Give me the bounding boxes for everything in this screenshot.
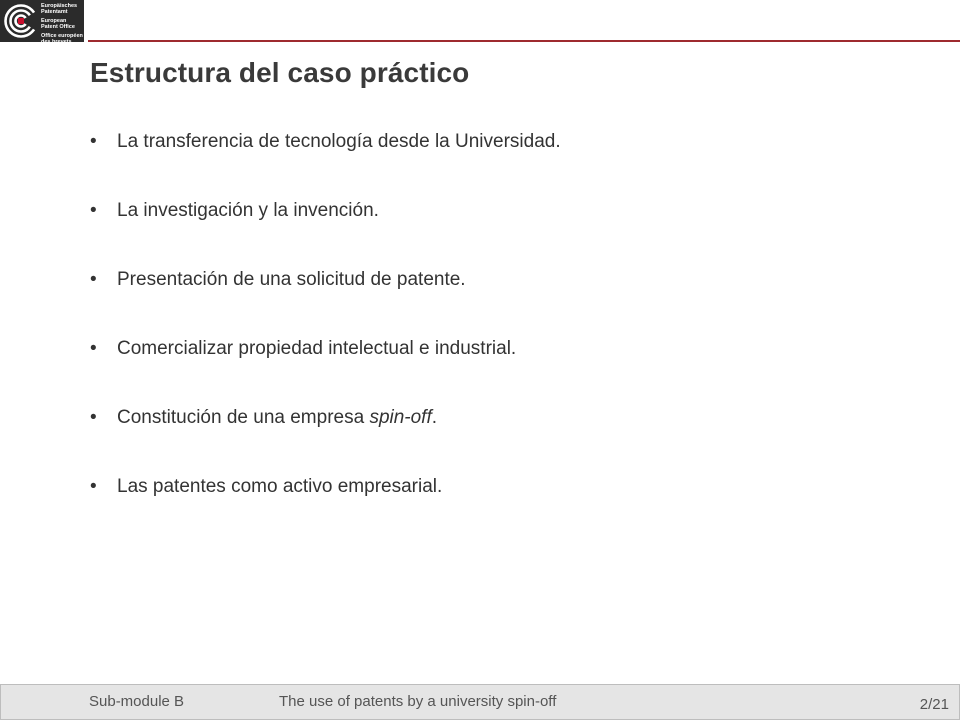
bullet-item (90, 129, 561, 198)
bullet-icon: • (90, 407, 97, 428)
bullet-icon: • (90, 131, 97, 152)
bullet-icon: • (90, 200, 97, 221)
bullet-item (90, 267, 561, 336)
header-divider (88, 40, 960, 42)
slide-footer (0, 684, 960, 720)
bullet-text: La transferencia de tecnología desde la Universidad. (117, 131, 561, 152)
slide-title: Estructura del caso práctico (90, 57, 470, 88)
bullet-item (90, 474, 561, 543)
page-number: 2/21 (919, 696, 949, 713)
bullet-item (90, 336, 561, 405)
footer-subtitle: The use of patents by a university spin-off (279, 693, 557, 710)
bullet-list (90, 129, 561, 543)
epo-logo-icon (4, 4, 38, 38)
bullet-item (90, 198, 561, 267)
bullet-icon: • (90, 476, 97, 497)
bullet-text: Comercializar propiedad intelectual e industrial. (117, 338, 517, 359)
italic-term: spin-off (369, 407, 432, 428)
bullet-text: Presentación de una solicitud de patente. (117, 269, 466, 290)
epo-logo-wordmark: Europäisches Patentamt European Patent Office Office européen des brevets (41, 3, 83, 45)
bullet-text: Las patentes como activo empresarial. (117, 476, 443, 497)
footer-module: Sub-module B (89, 693, 185, 710)
bullet-icon: • (90, 269, 97, 290)
epo-logo (0, 0, 84, 45)
bullet-text: Constitución de una empresa spin-off. (117, 407, 438, 428)
bullet-text: La investigación y la invención. (117, 200, 379, 221)
bullet-icon: • (90, 338, 97, 359)
bullet-item (90, 405, 561, 474)
